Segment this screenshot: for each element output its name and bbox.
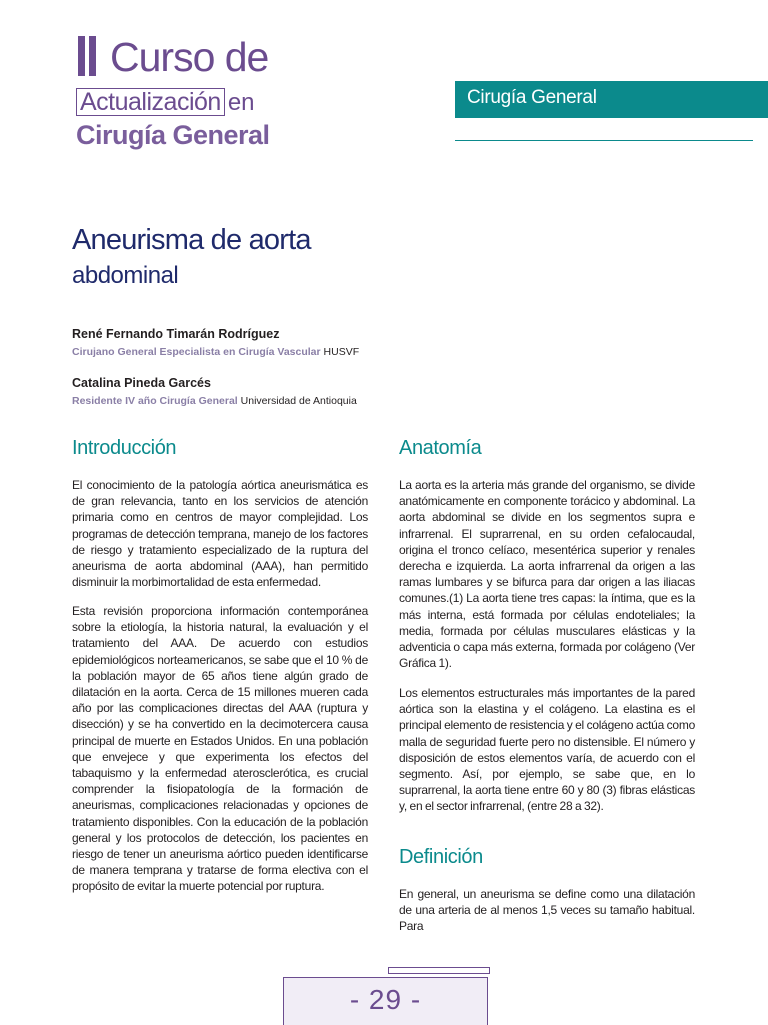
author-affiliation bbox=[72, 346, 359, 358]
paragraph: Esta revisión proporciona información contemporánea sobre la etiología, la historia natural, la evaluación y el tratamiento del AAA. De acuerdo con estudios epidemiológicos norteamericanos, se sabe que el 10 % de la población mayor de 65 años tiene algún grado de dilatación en la aorta. Cerca de 15 millones mueren cada año por las complicaciones directas del AAA (ruptura y disección) y se ha convertido en la decimotercera causa principal de muerte en Estados Unidos. En una población que envejece y que experimenta los efectos del tabaquismo y la enfermedad aterosclerótica, es crucial comprender la fisiopatología de la formación de aneurismas, complicaciones relacionadas y opciones de tratamiento disponibles. Con la educación de la población general y los protocolos de detección, los pacientes en riesgo de tener un aneurisma aórtico pueden identificarse de manera temprana y tratarse de forma electiva con el propósito de evitar la muerte potencial por ruptura. bbox=[72, 604, 368, 894]
author-name: René Fernando Timarán Rodríguez bbox=[72, 327, 280, 341]
author-affiliation bbox=[72, 395, 357, 407]
section-banner bbox=[455, 81, 768, 118]
logo-line2 bbox=[76, 86, 255, 116]
page-number: - 29 - bbox=[349, 984, 422, 1015]
paragraph: En general, un aneurisma se define como una dilatación de una arteria de al menos 1,5 veces su tamaño habitual. Para bbox=[399, 887, 695, 934]
footer-decoration bbox=[388, 967, 490, 974]
paragraph: Los elementos estructurales más importantes de la pared aórtica son la elastina y el colágeno. La elastina es el principal elemento de resistencia y el colágeno actúa como malla de seguridad fuerte pero no distensible. El número y disposición de estos elementos varía, de acuerdo con el segmento. Así, por ejemplo, se sabe que, en lo suprarrenal, la aorta tiene entre 60 y 80 (3) fibras elásticas y, en el sector infrarrenal, (entre 28 a 32). bbox=[399, 686, 695, 814]
journal-logo bbox=[76, 34, 276, 154]
logo-line1: Curso de bbox=[110, 34, 269, 80]
logo-bars-icon bbox=[76, 36, 104, 78]
author-institution: HUSVF bbox=[323, 346, 360, 358]
author-name: Catalina Pineda Garcés bbox=[72, 376, 211, 390]
section-banner-label: Cirugía General bbox=[467, 87, 597, 108]
author-role: Residente IV año Cirugía General bbox=[72, 395, 238, 407]
logo-boxed-word: Actualización bbox=[76, 88, 225, 116]
heading-introduccion: Introducción bbox=[72, 437, 177, 459]
paragraph: La aorta es la arteria más grande del organismo, se divide anatómicamente en componente torácico y abdominal. La aorta abdominal se divide en los segmentos supra e infrarrenal. El suprarrenal, en su orden cefalocaudal, origina el tronco celíaco, mesentérica superior y renales derecha e izquierda. La aorta infrarrenal da origen a las ramas lumbares y se bifurca para dar origen a las iliacas comunes.(1) La aorta tiene tres capas: la íntima, que es la más interna, está formada por células endoteliales; la media, formada por células musculares elásticas y la adventicia o capa más externa, formada por colágeno (Ver Gráfica 1). bbox=[399, 478, 695, 671]
heading-anatomia: Anatomía bbox=[399, 437, 482, 459]
logo-line3: Cirugía General bbox=[76, 120, 270, 150]
logo-en-word: en bbox=[227, 89, 255, 116]
heading-definicion: Definición bbox=[399, 846, 483, 868]
author-role: Cirujano General Especialista en Cirugía Vascular bbox=[72, 346, 321, 358]
page-number-box bbox=[283, 977, 488, 1025]
author-institution: Universidad de Antioquia bbox=[240, 395, 357, 407]
section-divider bbox=[455, 140, 753, 141]
paragraph: El conocimiento de la patología aórtica aneurismática es de gran relevancia, tanto en los servicios de atención primaria como en centros de mayor complejidad. Los programas de detección temprana, manejo de los factores de riesgo y tratamiento especializado de la ruptura del aneurisma de aorta abdominal (AAA), han permitido disminuir la morbimortalidad de esta enfermedad. bbox=[72, 478, 368, 590]
article-subtitle: abdominal bbox=[72, 262, 179, 289]
article-title: Aneurisma de aorta bbox=[72, 224, 311, 256]
